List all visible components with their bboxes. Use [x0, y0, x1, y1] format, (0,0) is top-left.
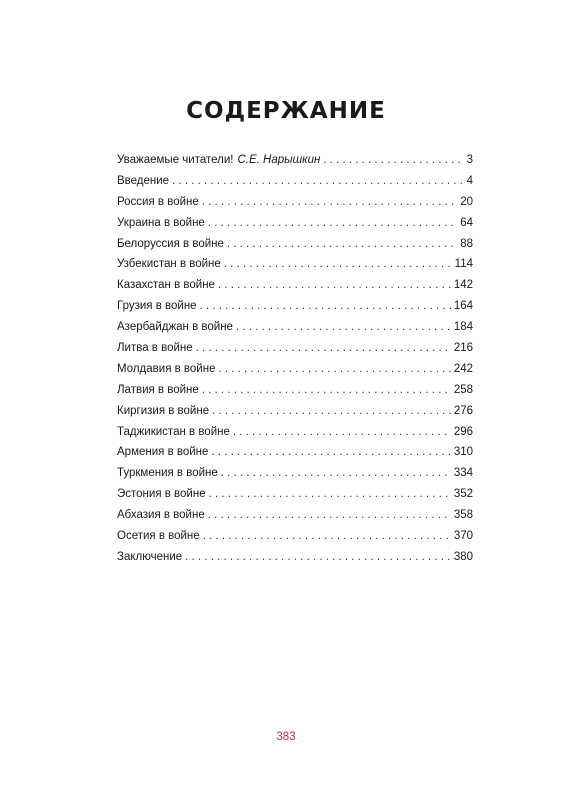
toc-entry-page: 20	[460, 195, 473, 208]
toc-entry	[117, 254, 473, 275]
toc-entry	[117, 275, 473, 296]
toc-entry-title: Россия в войне	[117, 195, 199, 208]
toc-entry-title: Латвия в войне	[117, 383, 199, 396]
toc-entry-page: 114	[454, 258, 473, 271]
toc-entry	[117, 380, 473, 401]
toc-dot-leader	[212, 401, 451, 422]
toc-entry-title: Уважаемые читатели!	[117, 154, 234, 166]
toc-entry-page: 276	[453, 404, 473, 417]
toc-entry-page: 296	[453, 425, 473, 438]
toc-dot-leader	[185, 547, 451, 568]
toc-dot-leader	[202, 192, 457, 213]
toc-entry-author: С.Е. Нарышкин	[237, 154, 321, 166]
toc-dot-leader	[203, 526, 451, 547]
toc-entry	[117, 484, 473, 505]
toc-entry-page: 88	[460, 237, 473, 250]
toc-entry-title: Азербайджан в войне	[117, 321, 233, 334]
toc-dot-leader	[209, 484, 451, 505]
toc-entry-page: 4	[466, 174, 473, 187]
toc-dot-leader	[236, 317, 451, 338]
toc-dot-leader	[196, 338, 451, 359]
toc-entry-page: 142	[453, 279, 473, 292]
toc-entry-title: Заключение	[117, 550, 183, 563]
toc-entry	[117, 526, 473, 547]
toc-dot-leader	[202, 380, 451, 401]
toc-entry	[117, 547, 473, 568]
toc-entry	[117, 234, 473, 255]
contents-heading: СОДЕРЖАНИЕ	[186, 98, 386, 124]
toc-entry	[117, 422, 473, 443]
page-number: 383	[276, 731, 296, 743]
toc-dot-leader	[208, 505, 451, 526]
toc-entry	[117, 296, 473, 317]
toc-entry-page: 216	[453, 342, 473, 355]
toc-dot-leader	[218, 359, 450, 380]
toc-dot-leader	[211, 442, 450, 463]
toc-entry	[117, 150, 473, 171]
toc-entry-title: Белоруссия в войне	[117, 237, 224, 250]
toc-entry-title: Абхазия в войне	[117, 509, 205, 522]
toc-entry-title: Грузия в войне	[117, 300, 197, 313]
toc-entry-page: 370	[453, 530, 473, 543]
toc-entry-title: Украина в войне	[117, 216, 205, 229]
toc-entry-title: Таджикистан в войне	[117, 425, 230, 438]
toc-entry-page: 352	[453, 488, 473, 501]
toc-entry	[117, 192, 473, 213]
toc-entry-title: Введение	[117, 174, 170, 187]
toc-dot-leader	[200, 296, 451, 317]
toc-entry	[117, 505, 473, 526]
toc-dot-leader	[227, 234, 457, 255]
toc-entry-page: 310	[453, 446, 473, 459]
toc-entry	[117, 359, 473, 380]
toc-entry-page: 164	[453, 300, 473, 313]
toc-entry-title: Туркмения в войне	[117, 467, 218, 480]
toc-entry	[117, 171, 473, 192]
toc-dot-leader	[221, 463, 451, 484]
toc-entry	[117, 213, 473, 234]
toc-entry-page: 242	[453, 362, 473, 375]
toc-entry	[117, 442, 473, 463]
toc-dot-leader	[224, 254, 452, 275]
toc-entry-title: Осетия в войне	[117, 530, 200, 543]
toc-entry-title: Литва в войне	[117, 342, 193, 355]
toc-entry-title: Узбекистан в войне	[117, 258, 221, 271]
toc-dot-leader	[172, 171, 464, 192]
toc-entry	[117, 317, 473, 338]
toc-entry-page: 184	[453, 321, 473, 334]
toc-dot-leader	[218, 275, 451, 296]
toc-dot-leader	[233, 422, 451, 443]
toc-entry	[117, 463, 473, 484]
toc-entry-page: 334	[453, 467, 473, 480]
toc-entry-title: Киргизия в войне	[117, 404, 210, 417]
toc-entry-page: 64	[460, 216, 473, 229]
table-of-contents	[117, 150, 473, 568]
toc-dot-leader	[323, 150, 463, 171]
toc-entry-page: 3	[466, 154, 473, 166]
toc-entry-title: Казахстан в войне	[117, 279, 215, 292]
toc-entry-title: Молдавия в войне	[117, 362, 216, 375]
toc-entry-page: 380	[453, 550, 473, 563]
toc-entry-page: 358	[453, 509, 473, 522]
toc-entry	[117, 401, 473, 422]
toc-dot-leader	[208, 213, 457, 234]
toc-entry-page: 258	[453, 383, 473, 396]
toc-entry-title: Армения в войне	[117, 446, 209, 459]
toc-entry-title: Эстония в войне	[117, 488, 206, 501]
toc-entry	[117, 338, 473, 359]
